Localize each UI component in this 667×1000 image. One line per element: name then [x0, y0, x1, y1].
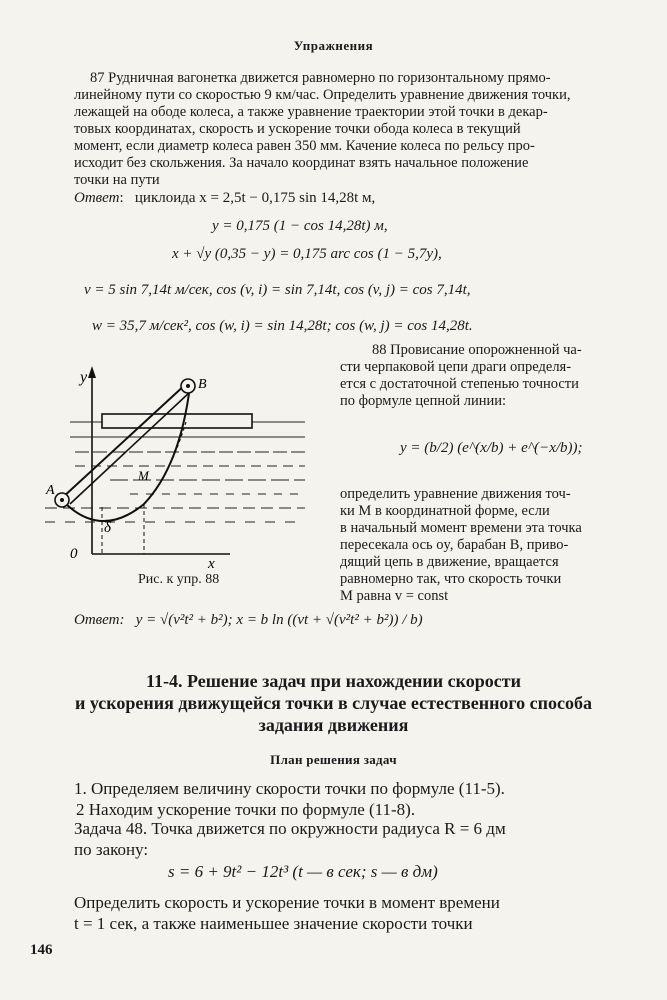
plan-item: 2 Находим ускорение точки по формуле (11-8). [76, 800, 416, 819]
problem-88-line: 88 Провисание опорожненной ча- [372, 342, 582, 358]
figure-88 [40, 362, 310, 582]
problem-87-line: точки на пути [74, 172, 160, 188]
problem-87-line: товых координатах, скорость и ускорение точки обода колеса в текущий [74, 121, 521, 137]
problem-87-line: лежащей на ободе колеса, а также уравнение траектории этой точки в декар- [74, 104, 548, 120]
answer-label: Ответ [74, 190, 120, 206]
chain-curve [62, 386, 190, 521]
problem-87-line: 87 Рудничная вагонетка движется равномерно по горизонтальному прямо- [90, 70, 551, 86]
label-a: A [46, 483, 55, 498]
ladder-lower [70, 392, 190, 504]
problem-88-line: ется с достаточной степенью точности [340, 376, 579, 392]
answer-label: Ответ: [74, 612, 125, 628]
figure-caption: Рис. к упр. 88 [138, 572, 220, 587]
task-48-question-line: t = 1 сек, а также наименьшее значение скорости точки [74, 914, 473, 933]
plan-list [74, 778, 634, 820]
water-lines [45, 422, 305, 522]
problem-88-line: дящий цепь в движение, вращается [340, 554, 559, 570]
task-48-formula: s = 6 + 9t² − 12t³ (t — в сек; s — в дм) [168, 862, 438, 881]
task-48 [74, 818, 634, 860]
task-48-line: по закону: [74, 840, 149, 859]
problem-88-line: определить уравнение движения точ- [340, 486, 571, 502]
answer-87: Ответ: циклоида x = 2,5t − 0,175 sin 14,28t м, y = 0,175 (1 − cos 14,28t) м, x + √y (0,35 − y) = 0,175 arc cos (1 − 5,7y), v = 5 sin 7,14t м/сек, cos (v, i) = sin 7,14t, cos (v, j) = cos 7,14t, w = 35,7 м/сек², cos (w, i) = sin 14,28t; cos (w, j) = cos 14,28t. [74, 190, 634, 346]
section-title [0, 670, 667, 736]
answer-88 [74, 612, 423, 629]
answer-88-text: y = √(v²t² + b²); x = b ln ((vt + √(v²t² + b²)) / b) [135, 612, 423, 628]
problem-88-line: сти черпаковой цепи драги определя- [340, 359, 572, 375]
problem-88-line: равномерно так, что скорость точки [340, 571, 562, 587]
task-48-line: Задача 48. Точка движется по окружности радиуса R = 6 дм [74, 819, 506, 838]
section-heading: Упражнения [293, 38, 374, 53]
answer-87-line: w = 35,7 м/сек², cos (w, i) = sin 14,28t; cos (w, j) = cos 14,28t. [92, 318, 473, 334]
problem-87 [74, 70, 614, 189]
answer-87-line: x + √y (0,35 − y) = 0,175 arc cos (1 − 5,7y), [172, 246, 442, 262]
problem-87-line: момент, если диаметр колеса равен 350 мм. Качение колеса по рельсу про- [74, 138, 535, 154]
task-48-question [74, 892, 634, 934]
label-b: B [198, 377, 207, 392]
label-x: x [208, 556, 215, 572]
problem-88-line: пересекала ось oy, барабан B, приво- [340, 537, 569, 553]
y-axis-arrow [88, 366, 96, 378]
label-delta: δ [104, 520, 111, 536]
section-title-line: задания движения [258, 715, 409, 735]
plan-item: 1. Определяем величину скорости точки по формуле (11-5). [74, 779, 505, 798]
catenary-formula: y = (b/2) (e^(x/b) + e^(−x/b)); [400, 440, 583, 456]
ladder-upper [62, 384, 186, 498]
label-origin: 0 [70, 546, 78, 562]
section-title-line: 11-4. Решение задач при нахождении скорости [145, 671, 522, 691]
problem-87-line: линейному пути со скоростью 9 км/час. Определить уравнение движения точки, [74, 87, 571, 103]
problem-88 [340, 342, 612, 410]
section-title-line: и ускорения движущейся точки в случае естественного способа [74, 693, 593, 713]
label-y: y [80, 369, 88, 386]
answer-87-line: y = 0,175 (1 − cos 14,28t) м, [212, 218, 388, 234]
problem-88-continued [340, 486, 612, 605]
problem-88-line: по формуле цепной линии: [340, 393, 507, 409]
page-number: 146 [30, 942, 53, 958]
plan-title: План решения задач [270, 752, 397, 767]
problem-88-line: в начальный момент времени эта точка [340, 520, 582, 536]
pontoon [102, 414, 252, 428]
answer-87-line: v = 5 sin 7,14t м/сек, cos (v, i) = sin 7,14t, cos (v, j) = cos 7,14t, [84, 282, 471, 298]
problem-88-line: M равна v = const [340, 588, 449, 604]
task-48-question-line: Определить скорость и ускорение точки в момент времени [74, 893, 500, 912]
label-m: M [138, 468, 149, 483]
problem-88-line: ки M в координатной форме, если [340, 503, 550, 519]
problem-87-line: исходит без скольжения. За начало координат взять начальное положение [74, 155, 529, 171]
answer-87-line: циклоида x = 2,5t − 0,175 sin 14,28t м, [134, 190, 376, 206]
